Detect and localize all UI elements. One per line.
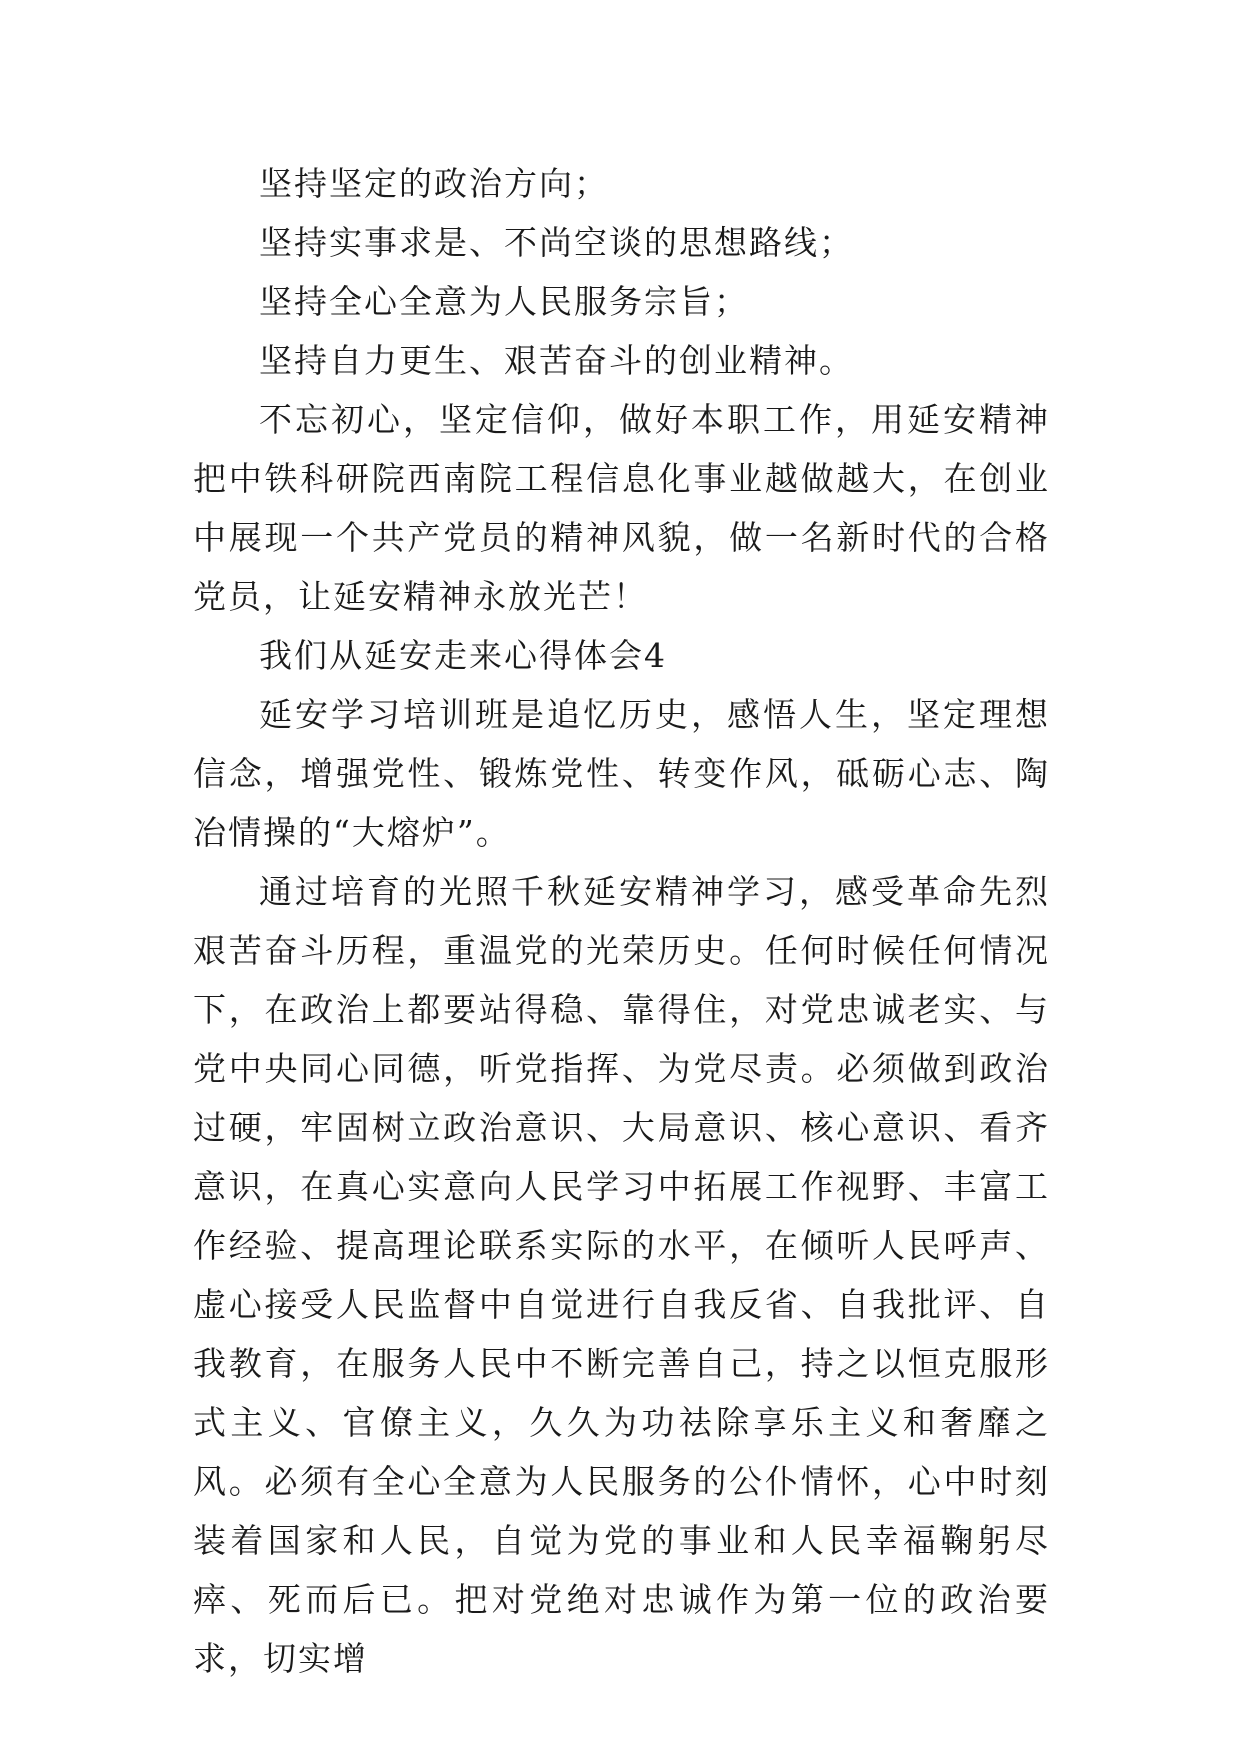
paragraph-serve-people: 坚持全心全意为人民服务宗旨； (259, 282, 749, 321)
paragraph-political-direction: 坚持坚定的政治方向； (259, 164, 609, 203)
paragraph-self-reliance: 坚持自力更生、艰苦奋斗的创业精神。 (259, 341, 854, 380)
document-body (193, 154, 1050, 1688)
paragraph-yanan-spirit-study: 通过培育的光照千秋延安精神学习，感受革命先烈艰苦奋斗历程，重温党的光荣历史。任何时候任何情况下，在政治上都要站得稳、靠得住，对党忠诚老实、与党中央同心同德，听党指挥、为党尽责。必须做到政治过硬，牢固树立政治意识、大局意识、核心意识、看齐意识，在真心实意向人民学习中拓展工作视野、丰富工作经验、提高理论联系实际的水平，在倾听人民呼声、虚心接受人民监督中自觉进行自我反省、自我批评、自我教育，在服务人民中不断完善自己，持之以恒克服形式主义、官僚主义，久久为功祛除享乐主义和奢靡之风。必须有全心全意为人民服务的公仆情怀，心中时刻装着国家和人民，自觉为党的事业和人民幸福鞠躬尽瘁、死而后已。把对党绝对忠诚作为第一位的政治要求，切实增 (193, 872, 1050, 1678)
paragraph-original-aspiration: 不忘初心，坚定信仰，做好本职工作，用延安精神把中铁科研院西南院工程信息化事业越做越大，在创业中展现一个共产党员的精神风貌，做一名新时代的合格党员，让延安精神永放光芒！ (193, 400, 1050, 616)
section-heading: 我们从延安走来心得体会4 (259, 636, 667, 675)
paragraph-ideological-line: 坚持实事求是、不尚空谈的思想路线； (259, 223, 854, 262)
paragraph-training-class: 延安学习培训班是追忆历史，感悟人生，坚定理想信念，增强党性、锻炼党性、转变作风，砥砺心志、陶冶情操的“大熔炉”。 (193, 695, 1050, 852)
